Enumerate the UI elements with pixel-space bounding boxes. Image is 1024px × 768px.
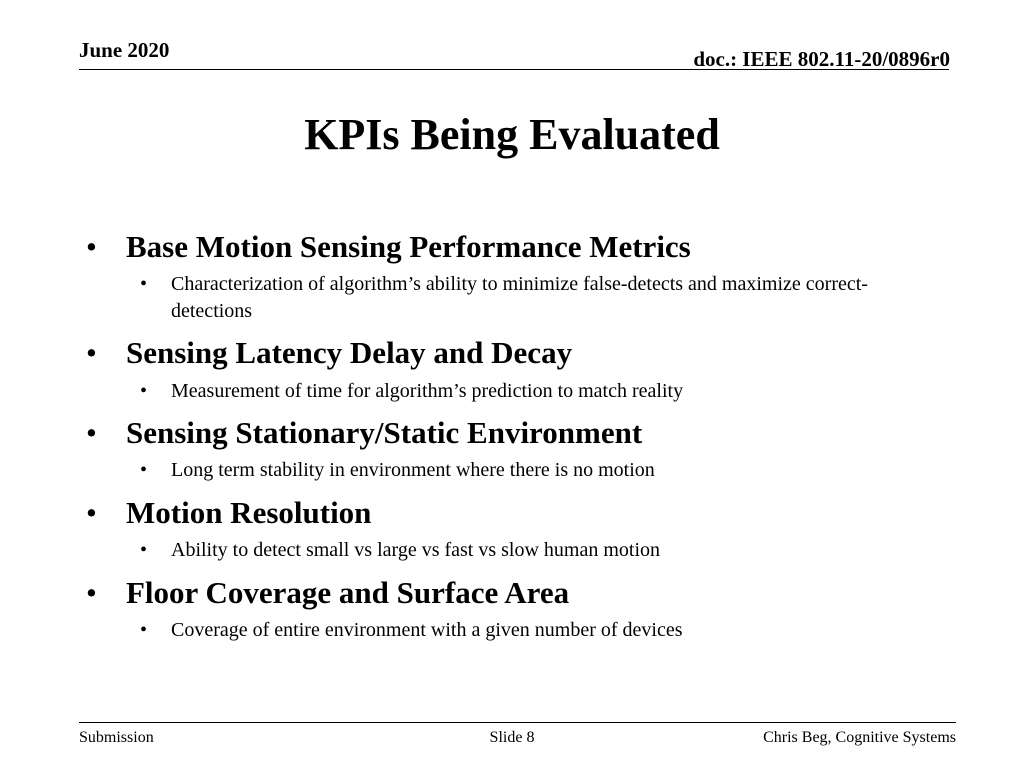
sub-bullet-dot-icon: • <box>140 273 148 296</box>
bullet-heading: Motion Resolution <box>126 494 372 530</box>
bullet-detail: Characterization of algorithm’s ability to minimize false-detects and maximize correct-detections <box>171 273 868 322</box>
bullet-list <box>0 228 1024 644</box>
header-date: June 2020 <box>79 38 170 62</box>
bullet-detail: Measurement of time for algorithm’s prediction to match reality <box>171 379 684 402</box>
bullet-heading: Base Motion Sensing Performance Metrics <box>126 229 691 264</box>
bullet-heading: Sensing Stationary/Static Environment <box>126 415 643 451</box>
bullet-dot-icon: • <box>86 335 97 371</box>
sub-bullet-dot-icon: • <box>140 539 148 562</box>
footer-rule <box>79 722 956 723</box>
bullet-item <box>0 228 1024 324</box>
bullet-detail: Ability to detect small vs large vs fast vs slow human motion <box>171 539 661 562</box>
bullet-dot-icon: • <box>86 415 97 451</box>
sub-bullet-dot-icon: • <box>140 618 148 641</box>
bullet-dot-icon: • <box>86 229 97 264</box>
sub-bullet-dot-icon: • <box>140 379 148 402</box>
bullet-dot-icon: • <box>86 494 97 530</box>
bullet-item <box>0 334 1024 404</box>
bullet-detail: Coverage of entire environment with a given number of devices <box>171 618 683 641</box>
bullet-heading: Floor Coverage and Surface Area <box>126 574 570 610</box>
slide-title: KPIs Being Evaluated <box>304 110 720 159</box>
bullet-dot-icon: • <box>86 574 97 610</box>
bullet-item <box>0 414 1024 484</box>
bullet-item <box>0 574 1024 644</box>
footer-author: Chris Beg, Cognitive Systems <box>763 729 956 746</box>
footer-slide-number: Slide 8 <box>489 729 535 746</box>
header-doc-id: doc.: IEEE 802.11-20/0896r0 <box>693 47 950 71</box>
bullet-item <box>0 494 1024 564</box>
bullet-heading: Sensing Latency Delay and Decay <box>126 335 573 371</box>
footer-submission: Submission <box>79 729 154 746</box>
header-rule <box>79 69 949 70</box>
bullet-detail: Long term stability in environment where there is no motion <box>171 459 655 482</box>
sub-bullet-dot-icon: • <box>140 459 148 482</box>
